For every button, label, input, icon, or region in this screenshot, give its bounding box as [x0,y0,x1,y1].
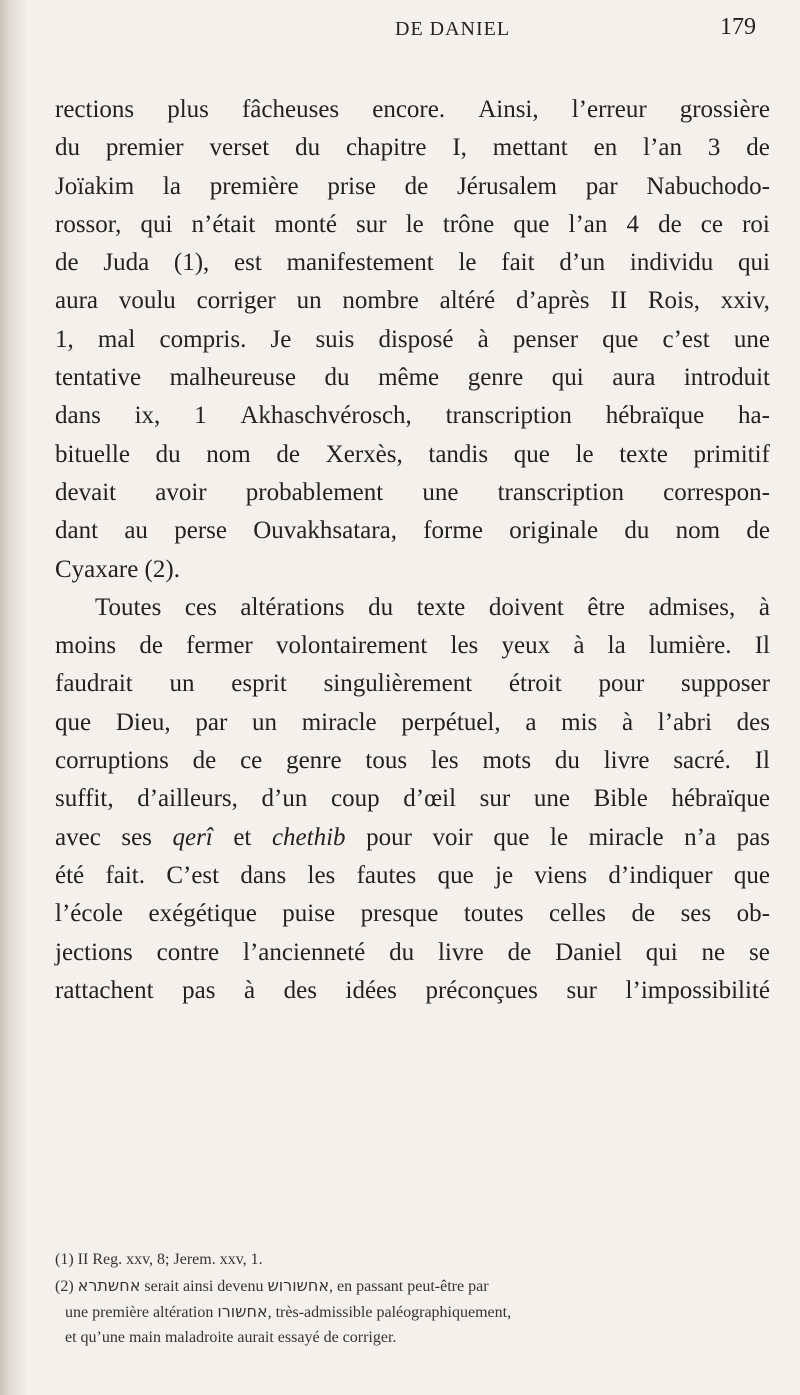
text-line: que Dieu, par un miracle perpétuel, a mis à l’abri des [55,708,770,736]
text-line: Joïakim la première prise de Jérusalem par Nabuchodo- [55,172,770,200]
footnote-2 [55,1273,770,1299]
text-line: corruptions de ce genre tous les mots du livre sacré. Il [55,747,770,775]
text-line: été fait. C’est dans les fautes que je viens d’indiquer que [55,861,770,889]
text-line: devait avoir probablement une transcription correspon- [55,478,770,506]
footnote-1-text: (1) II Reg. xxv, 8; Jerem. xxv, 1. [55,1251,263,1268]
text-line: suffit, d’ailleurs, d’un coup d’œil sur une Bible hébraïque [55,785,770,813]
page-number: 179 [720,14,756,40]
footnote-2-end [55,1325,770,1351]
page-header [0,12,800,52]
footnote-2-line2-suffix: , très-admissible paléographiquement, [267,1304,512,1321]
text-line: tentative malheureuse du même genre qui aura introduit [55,364,770,392]
text-line: rossor, qui n’était monté sur le trône que l’an 4 de ce roi [55,210,770,238]
text-line: Cyaxare (2). [55,555,180,583]
footnote-1 [55,1247,770,1273]
text-line: dans ix, 1 Akhaschvérosch, transcription hébraïque ha- [55,402,770,430]
text-line: dant au perse Ouvakhsatara, forme originale du nom de [55,517,770,545]
hebrew-word-b: אחשורוש [267,1276,330,1295]
hebrew-word-c: אחשורו [217,1302,268,1321]
text-line: de Juda (1), est manifestement le fait d’un individu qui [55,249,770,277]
footnote-2-middle: serait ainsi devenu [140,1278,268,1295]
footnote-2-suffix: , en passant peut-être par [329,1278,489,1295]
running-head: DE DANIEL [395,18,511,40]
page-binding-edge [0,0,28,1395]
text-line: l’école exégétique puise presque toutes celles de ses ob- [55,900,770,928]
text-line: jections contre l’ancienneté du livre de Daniel qui ne se [55,938,770,966]
text-line: aura voulu corriger un nombre altéré d’après II Rois, xxiv, [55,287,770,315]
footnotes [55,1247,770,1351]
text-line: 1, mal compris. Je suis disposé à penser que c’est une [55,325,770,353]
main-text [55,91,770,1010]
text-line: du premier verset du chapitre I, mettant en l’an 3 de [55,134,770,162]
text-line: faudrait un esprit singulièrement étroit pour supposer [55,670,770,698]
text-line: rattachent pas à des idées préconçues sur l’impossibilité [55,976,770,1004]
footnote-2-line2-prefix: une première altération [65,1304,218,1321]
text-line: bituelle du nom de Xerxès, tandis que le texte primitif [55,440,770,468]
hebrew-word-a: אחשתרא [77,1276,141,1295]
text-line: moins de fermer volontairement les yeux à la lumière. Il [55,632,770,660]
footnote-2-line3: et qu’une main maladroite aurait essayé de corriger. [65,1329,397,1346]
text-line: rections plus fâcheuses encore. Ainsi, l’erreur grossière [55,96,770,123]
footnote-2-prefix: (2) [55,1278,78,1295]
text-line: avec ses qerî et chethib pour voir que le miracle n’a pas [55,823,770,851]
text-line: Toutes ces altérations du texte doivent être admises, à [95,593,770,621]
footnote-2-continuation [55,1299,770,1325]
